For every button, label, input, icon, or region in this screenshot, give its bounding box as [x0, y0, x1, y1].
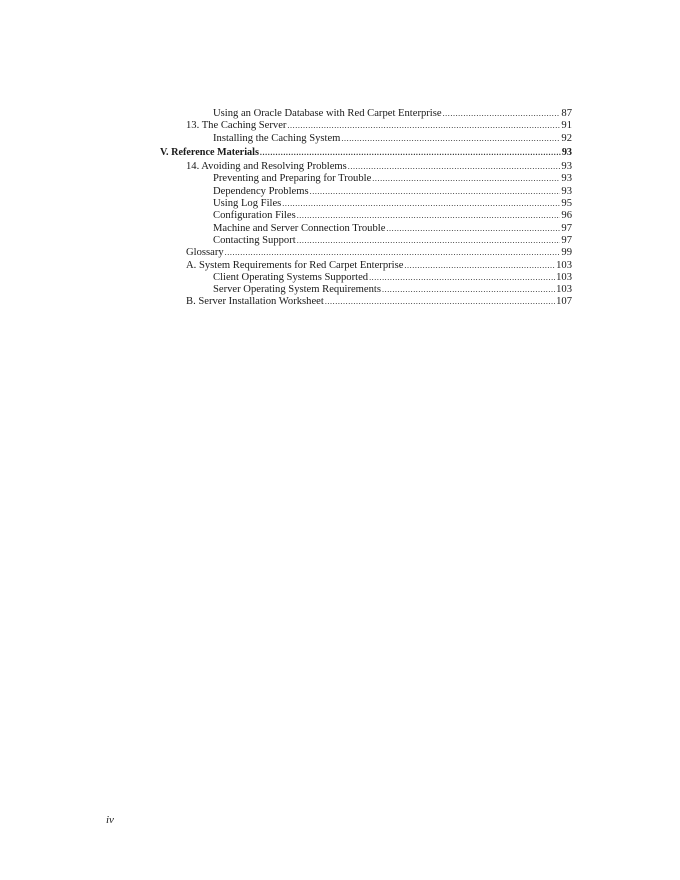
- toc-entry[interactable]: [160, 284, 572, 296]
- toc-entry[interactable]: [160, 161, 572, 173]
- toc-entry-label: Using an Oracle Database with Red Carpet Enterprise: [213, 108, 442, 119]
- toc-entry-label: Machine and Server Connection Trouble: [213, 222, 386, 234]
- toc-entry-page: 97: [561, 222, 572, 234]
- toc-leader-dots: [443, 108, 561, 120]
- toc-entry-label: Installing the Caching System: [213, 132, 341, 144]
- toc-entry-page: 103: [556, 284, 572, 296]
- toc-entry-page: 91: [561, 120, 572, 132]
- toc-leader-dots: [386, 223, 560, 235]
- toc-entry-label: 14. Avoiding and Resolving Problems: [186, 161, 347, 173]
- toc-entry-page: 96: [561, 210, 572, 222]
- toc-leader-dots: [282, 198, 560, 210]
- toc-leader-dots: [225, 247, 561, 259]
- toc-entry-label: B. Server Installation Worksheet: [186, 296, 324, 308]
- toc-entry[interactable]: [160, 173, 572, 185]
- toc-part-heading[interactable]: [160, 147, 572, 159]
- toc-leader-dots: [325, 296, 555, 308]
- toc-leader-dots: [310, 186, 561, 198]
- toc-entry-page: 95: [561, 198, 572, 210]
- toc-entry[interactable]: [160, 198, 572, 210]
- toc-entry-label: A. System Requirements for Red Carpet Enterprise: [186, 259, 404, 271]
- toc-leader-dots: [341, 133, 560, 145]
- toc-leader-dots: [372, 173, 560, 185]
- toc-entry[interactable]: [160, 186, 572, 198]
- toc-entry-page: 103: [556, 271, 572, 283]
- toc-entry[interactable]: [160, 272, 572, 284]
- toc-entry-page: 92: [561, 132, 572, 144]
- toc-entry[interactable]: [160, 108, 572, 120]
- table-of-contents: [160, 108, 572, 309]
- toc-entry-page: 93: [561, 146, 572, 158]
- toc-entry-page: 93: [561, 185, 572, 197]
- toc-entry-label: Preventing and Preparing for Trouble: [213, 173, 372, 185]
- toc-entry[interactable]: [160, 247, 572, 259]
- toc-entry-page: 97: [561, 234, 572, 246]
- toc-entry[interactable]: [160, 223, 572, 235]
- toc-entry[interactable]: [160, 120, 572, 132]
- toc-entry[interactable]: [160, 210, 572, 222]
- toc-entry-label: Server Operating System Requirements: [213, 284, 381, 296]
- toc-entry-page: 107: [556, 296, 572, 308]
- toc-leader-dots: [260, 147, 561, 159]
- page-number: iv: [106, 814, 114, 826]
- toc-entry-page: 93: [561, 173, 572, 185]
- toc-leader-dots: [382, 284, 555, 296]
- toc-entry-label: Dependency Problems: [213, 185, 309, 197]
- toc-entry-label: Client Operating Systems Supported: [213, 271, 369, 283]
- toc-leader-dots: [404, 260, 555, 272]
- toc-leader-dots: [297, 210, 561, 222]
- toc-entry[interactable]: [160, 296, 572, 308]
- toc-entry[interactable]: [160, 133, 572, 145]
- toc-entry[interactable]: [160, 260, 572, 272]
- toc-leader-dots: [297, 235, 561, 247]
- toc-entry-page: 87: [561, 108, 572, 119]
- toc-entry-page: 99: [561, 247, 572, 259]
- toc-entry-page: 103: [556, 259, 572, 271]
- toc-entry[interactable]: [160, 235, 572, 247]
- toc-leader-dots: [369, 272, 555, 284]
- toc-entry-label: 13. The Caching Server: [186, 120, 287, 132]
- toc-entry-label: Using Log Files: [213, 198, 282, 210]
- toc-entry-label: Configuration Files: [213, 210, 296, 222]
- toc-leader-dots: [348, 161, 561, 173]
- toc-entry-page: 93: [561, 161, 572, 173]
- toc-entry-label: V. Reference Materials: [160, 146, 259, 158]
- toc-entry-label: Glossary: [186, 247, 224, 259]
- toc-entry-label: Contacting Support: [213, 234, 296, 246]
- toc-leader-dots: [287, 120, 560, 132]
